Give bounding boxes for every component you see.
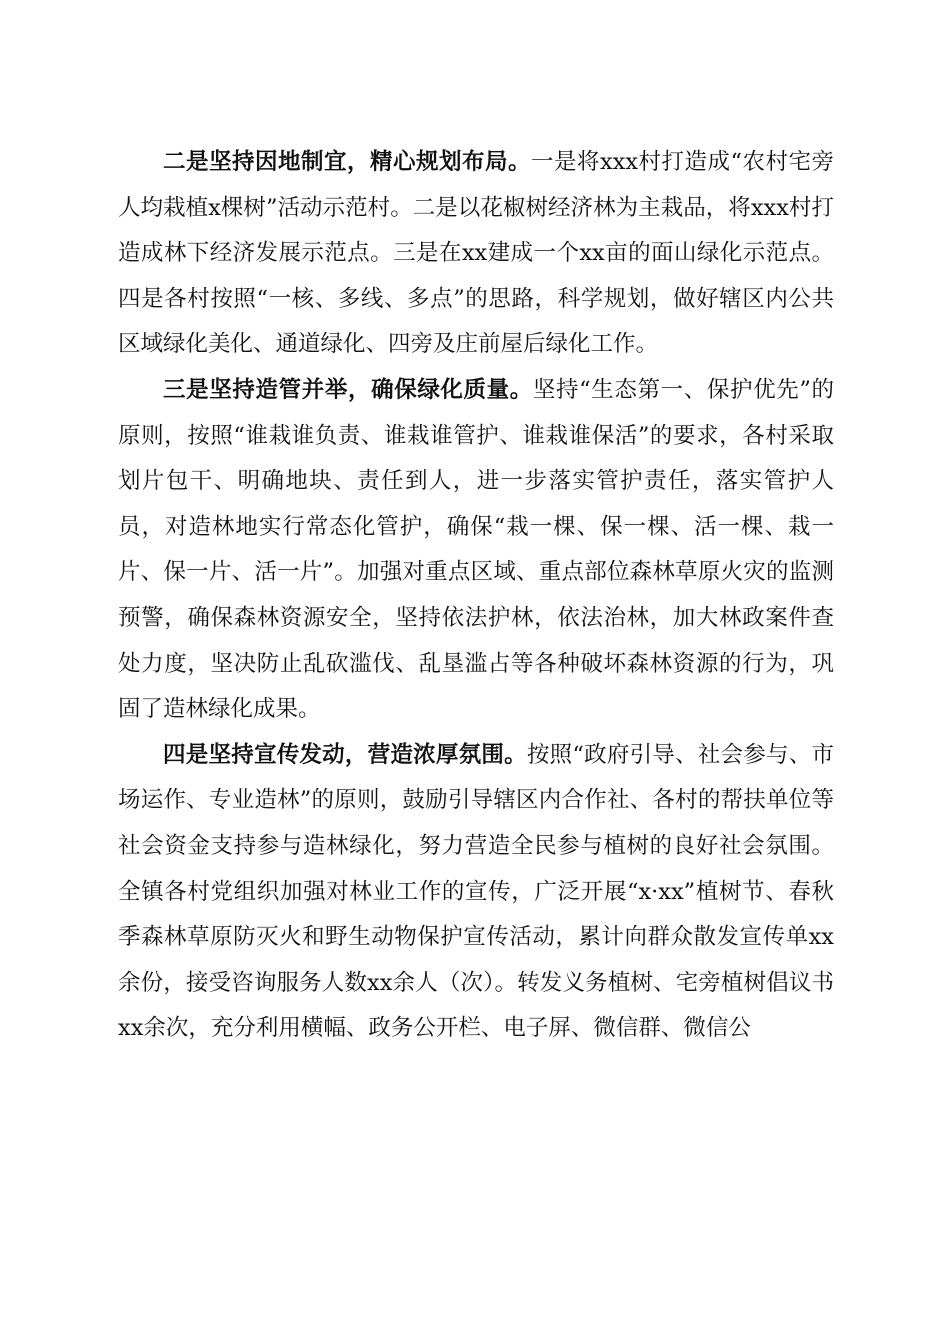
- paragraph-heading: 二是坚持因地制宜，精心规划布局。: [163, 149, 531, 175]
- document-body: [118, 140, 834, 1052]
- paragraph-heading: 四是坚持宣传发动，营造浓厚氛围。: [163, 741, 527, 768]
- paragraph-quality: [118, 368, 834, 733]
- paragraph-planning: [118, 140, 834, 368]
- paragraph-text: 坚持“生态第一、保护优先”的原则，按照“谁栽谁负责、谁栽谁管护、谁栽谁保活”的要求，各村采取划片包干、明确地块、责任到人，进一步落实管护责任，落实管护人员，对造林地实行常态化管护，确保“栽一棵、保一棵、活一棵、栽一片、保一片、活一片”。加强对重点区域、重点部位森林草原火灾的监测预警，确保森林资源安全，坚持依法护林，依法治林，加大林政案件查处力度，坚决防止乱砍滥伐、乱垦滥占等各种破坏森林资源的行为，巩固了造林绿化成果。: [118, 376, 834, 723]
- paragraph-text: 按照“政府引导、社会参与、市场运作、专业造林”的原则，鼓励引导辖区内合作社、各村的帮扶单位等社会资金支持参与造林绿化，努力营造全民参与植树的良好社会氛围。全镇各村党组织加强对林业工作的宣传，广泛开展“x·xx”植树节、春秋季森林草原防灭火和野生动物保护宣传活动，累计向群众散发宣传单xx余份，接受咨询服务人数xx余人（次）。转发义务植树、宅旁植树倡议书xx余次，充分利用横幅、政务公开栏、电子屏、微信群、微信公: [118, 741, 834, 1042]
- paragraph-publicity: [118, 733, 834, 1052]
- paragraph-text: 一是将xxx村打造成“农村宅旁人均栽植x棵树”活动示范村。二是以花椒树经济林为主栽品，将xxx村打造成林下经济发展示范点。三是在xx建成一个xx亩的面山绿化示范点。四是各村按照“一核、多线、多点”的思路，科学规划，做好辖区内公共区域绿化美化、通道绿化、四旁及庄前屋后绿化工作。: [118, 149, 834, 358]
- paragraph-heading: 三是坚持造管并举，确保绿化质量。: [163, 376, 533, 403]
